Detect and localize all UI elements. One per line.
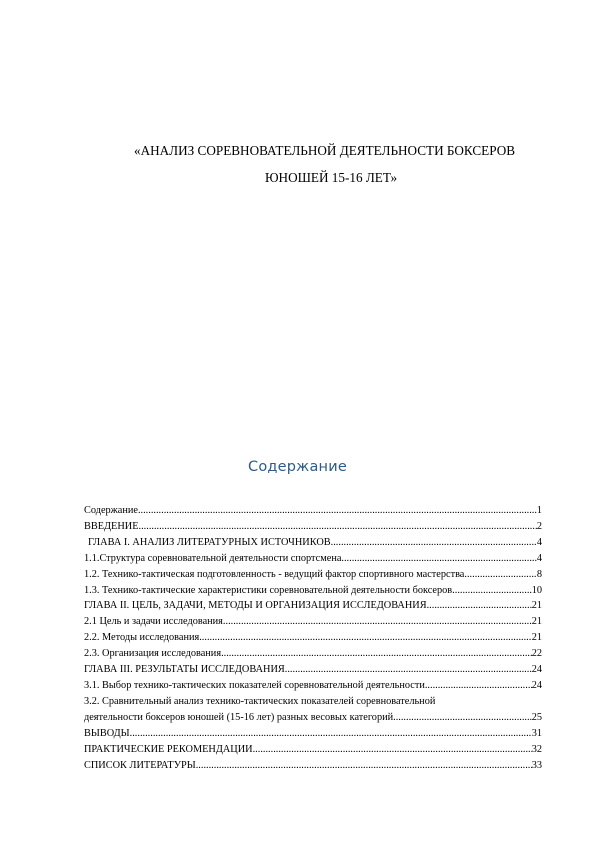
toc-item[interactable] — [84, 678, 542, 694]
toc-item-page: 24 — [531, 679, 542, 691]
toc-item[interactable] — [84, 551, 542, 567]
toc-item-page: 21 — [531, 616, 542, 628]
toc-item-text: 2.3. Организация исследования — [84, 648, 222, 660]
toc-leader-dots — [464, 567, 536, 583]
toc-leader-dots — [341, 551, 536, 567]
toc-item-text: 1.1.Структура соревновательной деятельности спортсмена — [84, 552, 342, 564]
toc-leader-dots — [138, 503, 537, 519]
toc-leader-dots — [331, 535, 537, 551]
toc-item[interactable] — [84, 583, 542, 599]
toc-item[interactable] — [84, 662, 542, 678]
toc-item-text: ГЛАВА I. АНАЛИЗ ЛИТЕРАТУРНЫХ ИСТОЧНИКОВ — [88, 536, 331, 548]
toc-item[interactable] — [84, 519, 542, 535]
toc-leader-dots — [196, 758, 532, 774]
toc-leader-dots — [221, 646, 532, 662]
title-line-1: «АНАЛИЗ СОРЕВНОВАТЕЛЬНОЙ ДЕЯТЕЛЬНОСТИ БОКСЕРОВ — [134, 143, 516, 158]
toc-item-text: СПИСОК ЛИТЕРАТУРЫ — [84, 759, 196, 771]
toc-item-page: 1 — [536, 505, 542, 516]
toc-item-page: 2 — [536, 520, 542, 532]
toc-item[interactable] — [84, 598, 542, 614]
toc-item-page: 22 — [531, 648, 542, 660]
toc-leader-dots — [253, 742, 532, 758]
toc-item[interactable] — [84, 614, 542, 630]
toc-item-text: ГЛАВА III. РЕЗУЛЬТАТЫ ИССЛЕДОВАНИЯ — [84, 664, 285, 676]
toc-item-page: 24 — [531, 664, 542, 676]
toc-item-page: 4 — [536, 536, 542, 548]
toc-item[interactable] — [84, 742, 542, 758]
toc-item[interactable] — [84, 758, 542, 774]
toc-item-text: ПРАКТИЧЕСКИЕ РЕКОМЕНДАЦИИ — [84, 743, 253, 755]
toc-item-text: 2.1 Цель и задачи исследования — [84, 616, 223, 628]
title-line-2: ЮНОШЕЙ 15-16 ЛЕТ» — [265, 170, 398, 185]
toc-item[interactable] — [84, 567, 542, 583]
toc-leader-dots — [452, 583, 532, 599]
toc-item-page: 8 — [536, 568, 542, 580]
toc-leader-dots — [393, 710, 532, 726]
toc-item-text-line-2: деятельности боксеров юношей (15-16 лет) разных весовых категорий — [84, 711, 394, 723]
toc-item-page: 10 — [531, 584, 542, 596]
toc-item-text: 1.2. Технико-тактическая подготовленность - ведущий фактор спортивного мастерства — [84, 568, 465, 580]
toc-item-page: 21 — [531, 632, 542, 644]
toc-item-text: Содержание — [84, 505, 138, 516]
toc-leader-dots — [425, 678, 532, 694]
toc-item[interactable] — [84, 503, 542, 519]
toc-item-text: 1.3. Технико-тактические характеристики соревновательной деятельности боксеров — [84, 584, 453, 596]
toc-item-multiline[interactable] — [84, 694, 542, 726]
table-of-contents — [84, 503, 542, 773]
toc-item-page: 33 — [531, 759, 542, 771]
toc-item[interactable] — [84, 630, 542, 646]
toc-item[interactable] — [84, 726, 542, 742]
toc-item-text: ГЛАВА II. ЦЕЛЬ, ЗАДАЧИ, МЕТОДЫ И ОРГАНИЗАЦИЯ ИССЛЕДОВАНИЯ — [84, 600, 427, 612]
toc-leader-dots — [427, 598, 532, 614]
toc-item-text: 2.2. Методы исследования — [84, 632, 200, 644]
toc-item-page: 4 — [536, 552, 542, 564]
toc-item-text-line-1: 3.2. Сравнительный анализ технико-тактических показателей соревновательной — [84, 695, 436, 707]
toc-leader-dots — [130, 726, 532, 742]
toc-leader-dots — [199, 630, 531, 646]
toc-item-text: 3.1. Выбор технико-тактических показателей соревновательной деятельности — [84, 679, 425, 691]
toc-leader-dots — [139, 519, 537, 535]
toc-item-page: 25 — [531, 711, 542, 723]
toc-item[interactable] — [84, 646, 542, 662]
toc-leader-dots — [223, 614, 532, 630]
toc-item-text: ВВЕДЕНИЕ — [84, 520, 139, 532]
toc-leader-dots — [285, 662, 532, 678]
toc-item-page: 32 — [531, 743, 542, 755]
toc-heading: Содержание — [248, 459, 347, 475]
toc-item-page: 21 — [531, 600, 542, 612]
toc-item[interactable] — [84, 535, 542, 551]
toc-item-text: ВЫВОДЫ — [84, 727, 130, 739]
toc-item-page: 31 — [531, 727, 542, 739]
